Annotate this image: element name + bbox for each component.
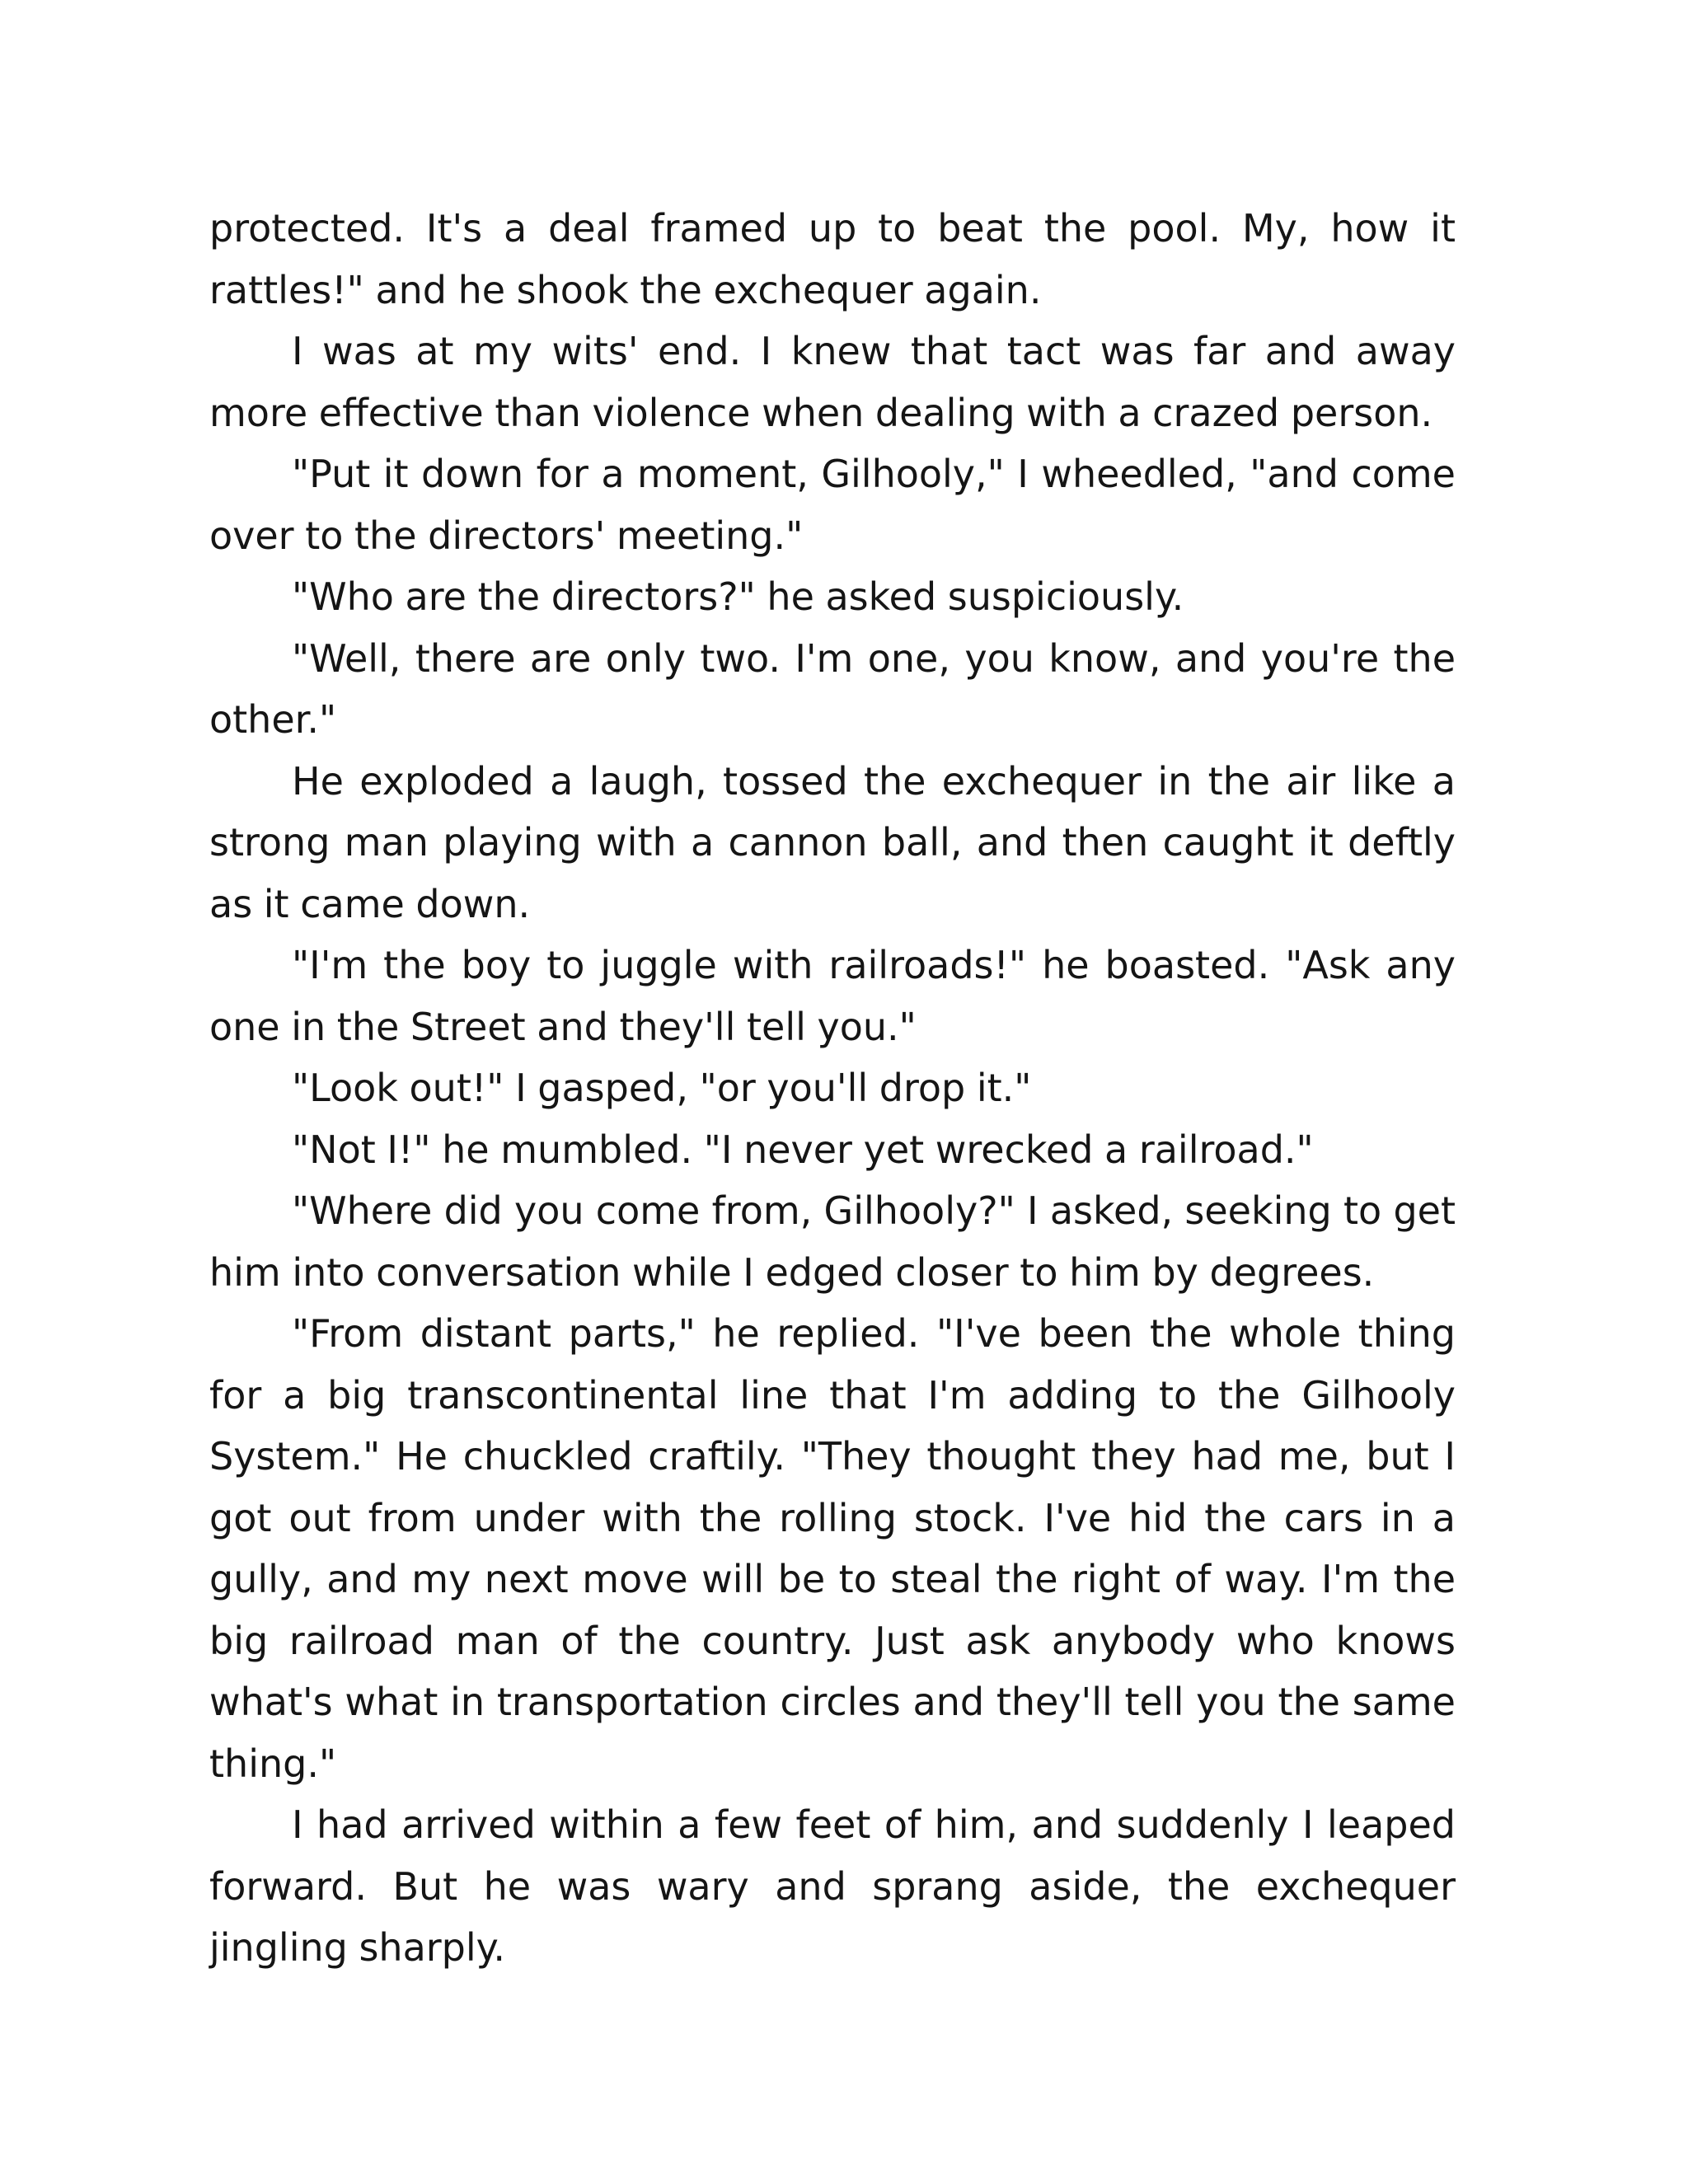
page-body bbox=[209, 198, 1456, 1979]
paragraph: "Look out!" I gasped, "or you'll drop it." bbox=[292, 1066, 1032, 1110]
paragraph: "Well, there are only two. I'm one, you know, and you're the other." bbox=[209, 635, 1456, 742]
paragraph: "From distant parts," he replied. "I've been the whole thing for a big transcontinental line that I'm adding to the Gilhooly System." He chuckled craftily. "They thought they had me, but I got out from under with the rolling stock. I've hid the cars in a gully, and my next move will be to steal the right of way. I'm the big railroad man of the country. Just ask anybody who knows what's what in transportation circles and they'll tell you the same thing." bbox=[209, 1311, 1456, 1786]
paragraph: I had arrived within a few feet of him, and suddenly I leaped forward. But he was wary and sprang aside, the exchequer jingling sharply. bbox=[209, 1802, 1456, 1970]
paragraph: "I'm the boy to juggle with railroads!" he boasted. "Ask any one in the Street and they'll tell you." bbox=[209, 943, 1456, 1049]
paragraph-continuation: protected. It's a deal framed up to beat the pool. My, how it rattles!" and he shook the exchequer again. bbox=[209, 206, 1456, 312]
paragraph: "Put it down for a moment, Gilhooly," I wheedled, "and come over to the directors' meeting." bbox=[209, 452, 1456, 558]
paragraph: "Not I!" he mumbled. "I never yet wrecked a railroad." bbox=[292, 1127, 1314, 1172]
paragraph: He exploded a laugh, tossed the exchequer in the air like a strong man playing with a cannon ball, and then caught it deftly as it came down. bbox=[209, 758, 1456, 926]
paragraph: "Where did you come from, Gilhooly?" I asked, seeking to get him into conversation while I edged closer to him by degrees. bbox=[209, 1188, 1456, 1295]
paragraph: I was at my wits' end. I knew that tact was far and away more effective than violence when dealing with a crazed person. bbox=[209, 329, 1456, 435]
paragraph: "Who are the directors?" he asked suspiciously. bbox=[292, 574, 1184, 619]
